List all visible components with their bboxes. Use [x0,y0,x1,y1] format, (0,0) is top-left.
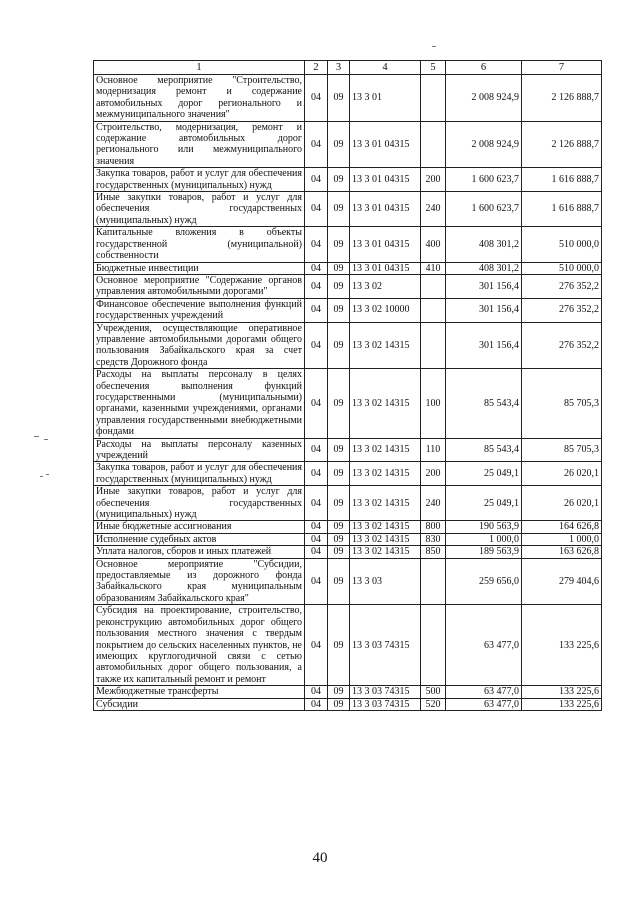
amount-year2-cell: 2 126 888,7 [522,75,602,122]
table-row [94,121,602,168]
target-article-cell: 13 3 03 [350,558,421,605]
amount-year2-cell: 1 616 888,7 [522,168,602,192]
amount-year1-cell: 1 600 623,7 [446,168,522,192]
expense-type-cell [421,558,446,605]
amount-year2-cell: 276 352,2 [522,298,602,322]
row-name-cell: Иные закупки товаров, работ и услуг для обеспечения государственных (муниципальных) нужд [94,192,305,227]
amount-year2-cell: 133 225,6 [522,686,602,698]
amount-year1-cell: 408 301,2 [446,227,522,262]
row-name-cell: Межбюджетные трансферты [94,686,305,698]
expense-type-cell: 110 [421,438,446,462]
scan-mark [34,436,39,437]
target-article-cell: 13 3 03 74315 [350,605,421,686]
table-header-row [94,61,602,75]
target-article-cell: 13 3 01 04315 [350,227,421,262]
table-row [94,533,602,545]
table-row [94,521,602,533]
amount-year2-cell: 133 225,6 [522,605,602,686]
amount-year2-cell: 2 126 888,7 [522,121,602,168]
target-article-cell: 13 3 02 14315 [350,521,421,533]
target-article-cell: 13 3 01 04315 [350,168,421,192]
expense-type-cell: 100 [421,369,446,438]
row-name-cell: Основное мероприятие "Строительство, модернизация ремонт и содержание автомобильных дорог регионального и межмуниципального значения" [94,75,305,122]
expense-type-cell: 500 [421,686,446,698]
amount-year2-cell: 1 616 888,7 [522,192,602,227]
target-article-cell: 13 3 01 04315 [350,192,421,227]
expense-type-cell [421,322,446,369]
subsection-code-cell: 09 [328,605,350,686]
section-code-cell: 04 [305,274,328,298]
section-code-cell: 04 [305,227,328,262]
amount-year2-cell: 26 020,1 [522,486,602,521]
target-article-cell: 13 3 02 14315 [350,533,421,545]
row-name-cell: Капитальные вложения в объекты государственной (муниципальной) собственности [94,227,305,262]
column-header: 7 [522,61,602,75]
amount-year2-cell: 510 000,0 [522,262,602,274]
section-code-cell: 04 [305,298,328,322]
column-header: 4 [350,61,421,75]
table-row [94,298,602,322]
amount-year2-cell: 276 352,2 [522,322,602,369]
scan-mark [40,476,43,477]
amount-year1-cell: 2 008 924,9 [446,75,522,122]
target-article-cell: 13 3 01 04315 [350,121,421,168]
amount-year1-cell: 63 477,0 [446,686,522,698]
section-code-cell: 04 [305,558,328,605]
subsection-code-cell: 09 [328,75,350,122]
amount-year2-cell: 163 626,8 [522,546,602,558]
amount-year1-cell: 259 656,0 [446,558,522,605]
row-name-cell: Исполнение судебных актов [94,533,305,545]
subsection-code-cell: 09 [328,322,350,369]
scan-mark [46,474,49,475]
subsection-code-cell: 09 [328,686,350,698]
amount-year2-cell: 133 225,6 [522,698,602,710]
amount-year1-cell: 1 600 623,7 [446,192,522,227]
column-header: 6 [446,61,522,75]
subsection-code-cell: 09 [328,438,350,462]
target-article-cell: 13 3 02 14315 [350,462,421,486]
table-row [94,192,602,227]
column-header: 3 [328,61,350,75]
row-name-cell: Основное мероприятие "Содержание органов управления автомобильными дорогами" [94,274,305,298]
section-code-cell: 04 [305,546,328,558]
expense-type-cell [421,121,446,168]
section-code-cell: 04 [305,438,328,462]
section-code-cell: 04 [305,605,328,686]
row-name-cell: Субсидия на проектирование, строительство, реконструкцию автомобильных дорог общего пользования местного значения с твердым покрытием до сельских населенных пунктов, не имеющих круглогодичной связи с сетью автомобильных дорог общего пользования, а также их капитальный ремонт и ремонт [94,605,305,686]
subsection-code-cell: 09 [328,298,350,322]
amount-year2-cell: 164 626,8 [522,521,602,533]
target-article-cell: 13 3 02 10000 [350,298,421,322]
target-article-cell: 13 3 02 14315 [350,322,421,369]
budget-table [93,60,602,711]
section-code-cell: 04 [305,369,328,438]
subsection-code-cell: 09 [328,121,350,168]
subsection-code-cell: 09 [328,192,350,227]
subsection-code-cell: 09 [328,168,350,192]
expense-type-cell: 830 [421,533,446,545]
amount-year1-cell: 301 156,4 [446,298,522,322]
amount-year2-cell: 85 705,3 [522,369,602,438]
amount-year1-cell: 25 049,1 [446,486,522,521]
table-row [94,462,602,486]
amount-year2-cell: 276 352,2 [522,274,602,298]
table-row [94,322,602,369]
row-name-cell: Иные бюджетные ассигнования [94,521,305,533]
subsection-code-cell: 09 [328,698,350,710]
column-header: 1 [94,61,305,75]
amount-year1-cell: 189 563,9 [446,546,522,558]
amount-year1-cell: 190 563,9 [446,521,522,533]
section-code-cell: 04 [305,262,328,274]
table-row [94,75,602,122]
amount-year1-cell: 1 000,0 [446,533,522,545]
section-code-cell: 04 [305,322,328,369]
target-article-cell: 13 3 02 14315 [350,369,421,438]
table-row [94,274,602,298]
amount-year1-cell: 63 477,0 [446,605,522,686]
section-code-cell: 04 [305,686,328,698]
table-row [94,686,602,698]
amount-year2-cell: 26 020,1 [522,462,602,486]
table-row [94,558,602,605]
subsection-code-cell: 09 [328,369,350,438]
section-code-cell: 04 [305,486,328,521]
table-row [94,262,602,274]
section-code-cell: 04 [305,75,328,122]
subsection-code-cell: 09 [328,521,350,533]
row-name-cell: Финансовое обеспечение выполнения функций государственных учреждений [94,298,305,322]
expense-type-cell [421,605,446,686]
target-article-cell: 13 3 02 14315 [350,546,421,558]
section-code-cell: 04 [305,121,328,168]
table-body [94,75,602,711]
amount-year1-cell: 301 156,4 [446,274,522,298]
expense-type-cell [421,298,446,322]
row-name-cell: Иные закупки товаров, работ и услуг для обеспечения государственных (муниципальных) нужд [94,486,305,521]
column-header: 2 [305,61,328,75]
subsection-code-cell: 09 [328,546,350,558]
expense-type-cell: 850 [421,546,446,558]
row-name-cell: Строительство, модернизация, ремонт и содержание автомобильных дорог регионального или межмуниципального значения [94,121,305,168]
amount-year1-cell: 2 008 924,9 [446,121,522,168]
subsection-code-cell: 09 [328,462,350,486]
table-row [94,605,602,686]
expense-type-cell: 800 [421,521,446,533]
table-row [94,486,602,521]
table-row [94,369,602,438]
amount-year1-cell: 85 543,4 [446,369,522,438]
subsection-code-cell: 09 [328,533,350,545]
section-code-cell: 04 [305,698,328,710]
expense-type-cell: 200 [421,168,446,192]
row-name-cell: Расходы на выплаты персоналу казенных учреждений [94,438,305,462]
amount-year1-cell: 408 301,2 [446,262,522,274]
subsection-code-cell: 09 [328,262,350,274]
table-row [94,546,602,558]
table-row [94,168,602,192]
table-row [94,698,602,710]
row-name-cell: Закупка товаров, работ и услуг для обеспечения государственных (муниципальных) нужд [94,462,305,486]
target-article-cell: 13 3 02 14315 [350,486,421,521]
expense-type-cell: 400 [421,227,446,262]
target-article-cell: 13 3 03 74315 [350,698,421,710]
amount-year2-cell: 85 705,3 [522,438,602,462]
row-name-cell: Бюджетные инвестиции [94,262,305,274]
expense-type-cell: 410 [421,262,446,274]
row-name-cell: Основное мероприятие "Субсидии, предоставляемые из дорожного фонда Забайкальского края муниципальным образованиям Забайкальского края" [94,558,305,605]
expense-type-cell: 520 [421,698,446,710]
target-article-cell: 13 3 01 04315 [350,262,421,274]
section-code-cell: 04 [305,462,328,486]
amount-year1-cell: 25 049,1 [446,462,522,486]
amount-year2-cell: 1 000,0 [522,533,602,545]
expense-type-cell: 240 [421,486,446,521]
scan-mark [44,439,48,440]
section-code-cell: 04 [305,533,328,545]
amount-year2-cell: 510 000,0 [522,227,602,262]
expense-type-cell: 240 [421,192,446,227]
amount-year1-cell: 85 543,4 [446,438,522,462]
amount-year2-cell: 279 404,6 [522,558,602,605]
target-article-cell: 13 3 03 74315 [350,686,421,698]
section-code-cell: 04 [305,521,328,533]
row-name-cell: Учреждения, осуществляющие оперативное управление автомобильными дорогами общего пользования Забайкальского края за счет средств Дорожного фонда [94,322,305,369]
section-code-cell: 04 [305,168,328,192]
table-row [94,227,602,262]
expense-type-cell: 200 [421,462,446,486]
row-name-cell: Закупка товаров, работ и услуг для обеспечения государственных (муниципальных) нужд [94,168,305,192]
expense-type-cell [421,274,446,298]
subsection-code-cell: 09 [328,486,350,521]
expense-type-cell [421,75,446,122]
amount-year1-cell: 63 477,0 [446,698,522,710]
subsection-code-cell: 09 [328,227,350,262]
target-article-cell: 13 3 02 [350,274,421,298]
target-article-cell: 13 3 01 [350,75,421,122]
subsection-code-cell: 09 [328,558,350,605]
row-name-cell: Уплата налогов, сборов и иных платежей [94,546,305,558]
row-name-cell: Субсидии [94,698,305,710]
table-row [94,438,602,462]
subsection-code-cell: 09 [328,274,350,298]
section-code-cell: 04 [305,192,328,227]
target-article-cell: 13 3 02 14315 [350,438,421,462]
page-number: 40 [312,850,328,866]
scan-mark [432,46,436,47]
amount-year1-cell: 301 156,4 [446,322,522,369]
column-header: 5 [421,61,446,75]
row-name-cell: Расходы на выплаты персоналу в целях обеспечения выполнения функций государственными (муниципальными) органами, казенными учреждениями, органами управления государственными внебюджетными фондами [94,369,305,438]
